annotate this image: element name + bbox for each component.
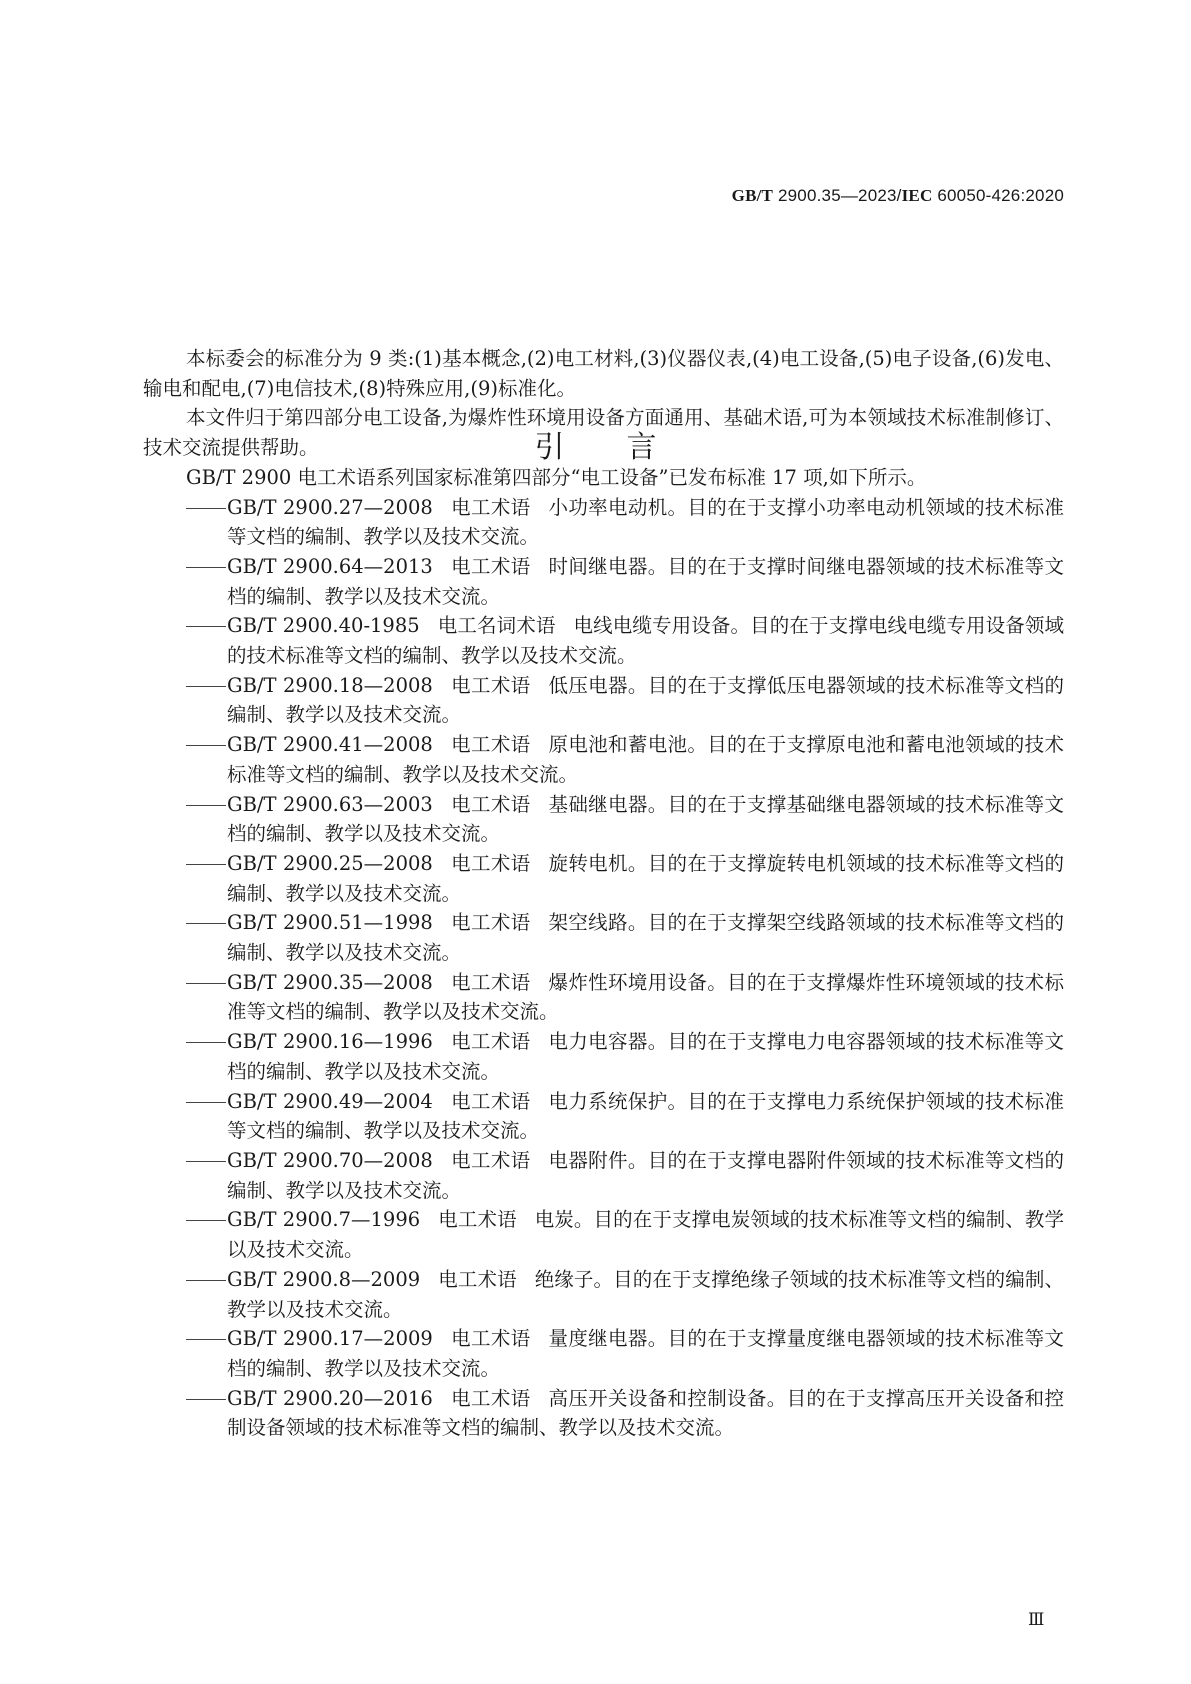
standard-code: GB/T 2900.35—2008 xyxy=(227,970,433,994)
standard-list-item xyxy=(143,671,1064,730)
standard-title-prefix: 电工术语 xyxy=(450,554,531,578)
standard-description: 电炭。目的在于支撑电炭领域的技术标准等文档的编制、教学以及技术交流。 xyxy=(227,1208,1064,1262)
standard-code: GB/T 2900.8—2009 xyxy=(227,1267,421,1291)
standard-code: GB/T 2900.41—2008 xyxy=(227,733,433,757)
header-code-number: 2900.35—2023/ xyxy=(773,186,902,205)
standard-description: 量度继电器。目的在于支撑量度继电器领域的技术标准等文档的编制、教学以及技术交流。 xyxy=(227,1327,1064,1380)
standard-description: 电力系统保护。目的在于支撑电力系统保护领域的技术标准等文档的编制、教学以及技术交流。 xyxy=(227,1089,1064,1143)
standard-title-prefix: 电工术语 xyxy=(450,673,531,697)
standard-code: GB/T 2900.20—2016 xyxy=(227,1386,433,1410)
standard-title-prefix: 电工术语 xyxy=(450,1148,531,1172)
intro-paragraph-2: 本文件归于第四部分电工设备,为爆炸性环境用设备方面通用、基础术语,可为本领域技术标准制修订、技术交流提供帮助。 xyxy=(143,406,1064,460)
standard-title-prefix: 电工术语 xyxy=(450,495,531,519)
standard-code: GB/T 2900.25—2008 xyxy=(227,851,433,875)
standard-list-item xyxy=(143,1027,1064,1086)
intro-paragraph-3: GB/T 2900 电工术语系列国家标准第四部分“电工设备”已发布标准 17 项,如下所示。 xyxy=(186,465,927,489)
standard-description: 电器附件。目的在于支撑电器附件领域的技术标准等文档的编制、教学以及技术交流。 xyxy=(227,1148,1064,1202)
page-number: Ⅲ xyxy=(1028,1610,1045,1630)
standard-title-prefix: 电工术语 xyxy=(438,1208,517,1232)
standard-description: 架空线路。目的在于支撑架空线路领域的技术标准等文档的编制、教学以及技术交流。 xyxy=(227,911,1064,965)
header-code-iec: IEC xyxy=(901,186,933,205)
standard-title-prefix: 电工术语 xyxy=(450,1386,531,1410)
standard-list-item xyxy=(143,493,1064,552)
standard-title-prefix: 电工术语 xyxy=(450,851,531,875)
standard-code: GB/T 2900.64—2013 xyxy=(227,554,433,578)
standard-description: 绝缘子。目的在于支撑绝缘子领域的技术标准等文档的编制、教学以及技术交流。 xyxy=(227,1267,1064,1321)
standard-title-prefix: 电工术语 xyxy=(450,1327,531,1351)
standard-list-item xyxy=(143,1205,1064,1264)
standard-list-item xyxy=(143,1265,1064,1324)
standard-description: 电力电容器。目的在于支撑电力电容器领域的技术标准等文档的编制、教学以及技术交流。 xyxy=(227,1030,1064,1083)
standard-list-item xyxy=(143,611,1064,670)
standard-description: 高压开关设备和控制设备。目的在于支撑高压开关设备和控制设备领域的技术标准等文档的编制、教学以及技术交流。 xyxy=(227,1386,1064,1440)
standard-description: 基础继电器。目的在于支撑基础继电器领域的技术标准等文档的编制、教学以及技术交流。 xyxy=(227,792,1064,846)
standard-description: 原电池和蓄电池。目的在于支撑原电池和蓄电池领域的技术标准等文档的编制、教学以及技术交流。 xyxy=(227,733,1064,786)
document-body xyxy=(143,344,1064,1443)
standard-list-item xyxy=(143,849,1064,908)
standard-list-item xyxy=(143,790,1064,849)
standard-title-prefix: 电工术语 xyxy=(450,733,531,757)
standard-code: GB/T 2900.51—1998 xyxy=(227,911,433,935)
standard-list-item xyxy=(143,552,1064,611)
standard-description: 电线电缆专用设备。目的在于支撑电线电缆专用设备领域的技术标准等文档的编制、教学以及技术交流。 xyxy=(227,614,1064,668)
standard-description: 低压电器。目的在于支撑低压电器领域的技术标准等文档的编制、教学以及技术交流。 xyxy=(227,673,1064,727)
intro-paragraph-1: 本标委会的标准分为 9 类:(1)基本概念,(2)电工材料,(3)仪器仪表,(4)电工设备,(5)电子设备,(6)发电、输电和配电,(7)电信技术,(8)特殊应用,(9)标准化。 xyxy=(143,347,1064,400)
title-char-2: 言 xyxy=(626,430,657,465)
standard-title-prefix: 电工术语 xyxy=(450,911,531,935)
standard-list-item xyxy=(143,730,1064,789)
standard-list-item xyxy=(143,1087,1064,1146)
header-code-gbt: GB/T xyxy=(731,186,774,205)
standard-list-item xyxy=(143,968,1064,1027)
standard-description: 爆炸性环境用设备。目的在于支撑爆炸性环境领域的技术标准等文档的编制、教学以及技术交流。 xyxy=(227,970,1064,1024)
standard-code: GB/T 2900.49—2004 xyxy=(227,1089,433,1113)
standard-code: GB/T 2900.16—1996 xyxy=(227,1030,433,1054)
standard-list-item xyxy=(143,908,1064,967)
standard-description: 时间继电器。目的在于支撑时间继电器领域的技术标准等文档的编制、教学以及技术交流。 xyxy=(227,554,1064,608)
standard-title-prefix: 电工术语 xyxy=(450,1030,531,1054)
standard-title-prefix: 电工名词术语 xyxy=(437,614,556,638)
standard-description: 旋转电机。目的在于支撑旋转电机领域的技术标准等文档的编制、教学以及技术交流。 xyxy=(227,851,1064,905)
title-char-1: 引 xyxy=(534,430,565,465)
standard-code: GB/T 2900.17—2009 xyxy=(227,1327,433,1351)
header-code-iec-number: 60050-426:2020 xyxy=(932,186,1064,205)
standard-code: GB/T 2900.27—2008 xyxy=(227,495,433,519)
standard-code: GB/T 2900.63—2003 xyxy=(227,792,433,816)
standard-title-prefix: 电工术语 xyxy=(450,1089,531,1113)
running-header xyxy=(676,184,1064,208)
standard-description: 小功率电动机。目的在于支撑小功率电动机领域的技术标准等文档的编制、教学以及技术交流。 xyxy=(227,495,1064,549)
standard-title-prefix: 电工术语 xyxy=(450,792,531,816)
standard-code: GB/T 2900.7—1996 xyxy=(227,1208,421,1232)
standard-code: GB/T 2900.40-1985 xyxy=(227,614,420,638)
standard-list-item xyxy=(143,1146,1064,1205)
standard-title-prefix: 电工术语 xyxy=(438,1267,517,1291)
standards-list xyxy=(143,493,1064,1444)
standard-list-item xyxy=(143,1324,1064,1383)
standard-title-prefix: 电工术语 xyxy=(450,970,531,994)
standard-code: GB/T 2900.70—2008 xyxy=(227,1148,433,1172)
standard-list-item xyxy=(143,1384,1064,1443)
standard-code: GB/T 2900.18—2008 xyxy=(227,673,433,697)
